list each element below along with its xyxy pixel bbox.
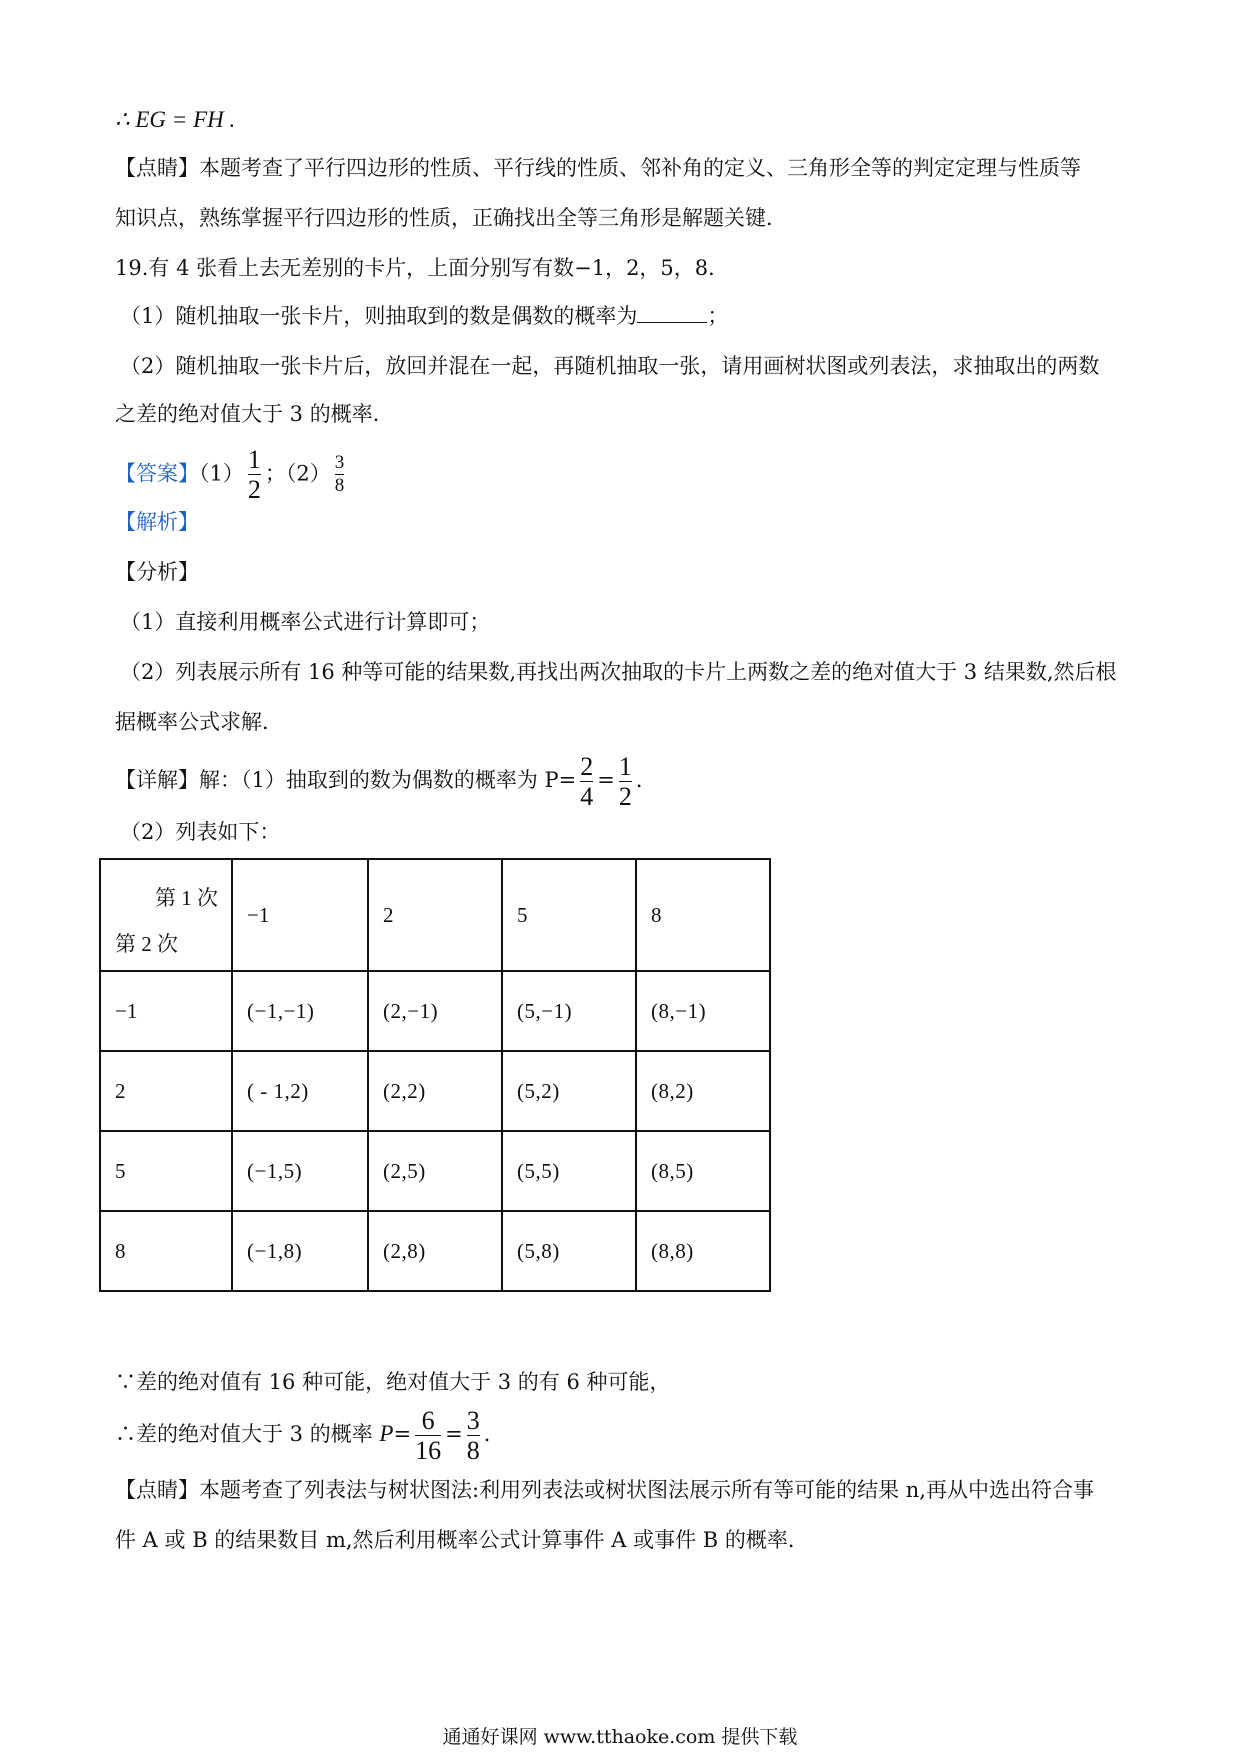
outcome-table: [99, 858, 771, 1292]
therefore-equals-1: =: [393, 1422, 412, 1446]
answer-separator: ；（2）: [264, 461, 331, 486]
row-label: −1: [100, 971, 232, 1051]
question-part-2-line-2: 之差的绝对值大于 3 的概率．: [115, 402, 394, 426]
detail-equals: =: [597, 768, 615, 792]
table-cell: (8,2): [636, 1051, 770, 1131]
question-part-1: [120, 300, 1140, 332]
fenxi-line-1: （1）直接利用概率公式进行计算即可；: [120, 610, 491, 634]
detail-text: 【详解】解：（1）抽取到的数为偶数的概率为 P=: [115, 768, 577, 792]
detail-fraction-2: $\frac{1}{2}$: [618, 751, 632, 811]
table-cell: (2,2): [368, 1051, 502, 1131]
detail-fraction-1: $\frac{2}{4}$: [580, 751, 594, 811]
table-header-cell: 2: [368, 859, 502, 971]
table-cell: (8,8): [636, 1211, 770, 1291]
detail-end: ．: [635, 768, 657, 792]
detail-line: [115, 750, 1135, 810]
table-cell: (2,−1): [368, 971, 502, 1051]
row-label: 8: [100, 1211, 232, 1291]
table-cell: (8,5): [636, 1131, 770, 1211]
dianjing-line-2: 知识点，熟练掌握平行四边形的性质，正确找出全等三角形是解题关键．: [115, 206, 787, 230]
answer-2-fraction: $\frac{3}{8}$: [334, 452, 345, 497]
dianjing-line-1: 【点睛】本题考查了平行四边形的性质、平行线的性质、邻补角的定义、三角形全等的判定定理与性质等: [115, 156, 1081, 180]
fenxi-label: 【分析】: [115, 560, 199, 584]
table-row: [100, 1131, 770, 1211]
question-part-1-text: （1）随机抽取一张卡片，则抽取到的数是偶数的概率为: [120, 304, 638, 328]
table-cell: (−1,5): [232, 1131, 368, 1211]
table-cell: (8,−1): [636, 971, 770, 1051]
table-cell: (−1,−1): [232, 971, 368, 1051]
therefore-end: ．: [483, 1422, 505, 1446]
answer-label: 【答案】: [115, 461, 199, 486]
therefore-equals-2: =: [445, 1422, 463, 1446]
therefore-fraction-2: $\frac{3}{8}$: [466, 1405, 480, 1465]
answer-blank: [637, 302, 707, 323]
corner-first-draw: 第 1 次: [155, 886, 218, 910]
table-cell: (2,8): [368, 1211, 502, 1291]
table-cell: (5,5): [502, 1131, 636, 1211]
conclusion-line: [115, 104, 1135, 136]
row-label: 2: [100, 1051, 232, 1131]
answer-line: [115, 446, 1135, 504]
dianjing-2-line-1: 【点睛】本题考查了列表法与树状图法:利用列表法或树状图法展示所有等可能的结果 n,再从中选出符合事: [115, 1478, 1094, 1502]
dianjing-2-line-2: 件 A 或 B 的结果数目 m,然后利用概率公式计算事件 A 或事件 B 的概率．: [115, 1528, 809, 1552]
footer-source: 通通好课网 www.tthaoke.com 提供下载: [442, 1726, 798, 1748]
therefore-fraction-1: $\frac{6}{16}$: [415, 1405, 442, 1465]
therefore-p: P: [379, 1421, 394, 1446]
table-cell: (−1,8): [232, 1211, 368, 1291]
list-intro: （2）列表如下：: [120, 820, 281, 844]
therefore-line: [115, 1404, 1135, 1464]
table-cell: (2,5): [368, 1131, 502, 1211]
row-label: 5: [100, 1131, 232, 1211]
table-cell: (5,2): [502, 1051, 636, 1131]
table-cell: (5,−1): [502, 971, 636, 1051]
question-part-2-line-1: （2）随机抽取一张卡片后，放回并混在一起，再随机抽取一张，请用画树状图或列表法，求抽取出的两数: [120, 354, 1100, 378]
conclusion-text: ∴ EG = FH .: [115, 107, 236, 132]
table-header-cell: 8: [636, 859, 770, 971]
table-header-row: [100, 859, 770, 971]
table-cell: (5,8): [502, 1211, 636, 1291]
answer-1-fraction: $\frac{1}{2}$: [247, 445, 261, 505]
table-row: [100, 1051, 770, 1131]
table-header-cell: 5: [502, 859, 636, 971]
fenxi-line-3: 据概率公式求解．: [115, 710, 283, 734]
analysis-label: 【解析】: [115, 510, 199, 534]
table-cell: ( - 1,2): [232, 1051, 368, 1131]
corner-second-draw: 第 2 次: [115, 932, 178, 956]
answer-part-1-label: （1）: [199, 461, 244, 486]
therefore-text: ∴差的绝对值大于 3 的概率: [115, 1422, 373, 1446]
because-line: ∵差的绝对值有 16 种可能，绝对值大于 3 的有 6 种可能，: [115, 1370, 671, 1394]
table-row: [100, 1211, 770, 1291]
table-corner-cell: [100, 859, 232, 971]
question-19-stem: 19.有 4 张看上去无差别的卡片，上面分别写有数−1，2，5，8．: [115, 256, 730, 280]
fenxi-line-2: （2）列表展示所有 16 种等可能的结果数,再找出两次抽取的卡片上两数之差的绝对值大于 3 结果数,然后根: [120, 660, 1117, 684]
table-header-cell: −1: [232, 859, 368, 971]
question-part-1-end: ；: [707, 304, 729, 328]
table-row: [100, 971, 770, 1051]
